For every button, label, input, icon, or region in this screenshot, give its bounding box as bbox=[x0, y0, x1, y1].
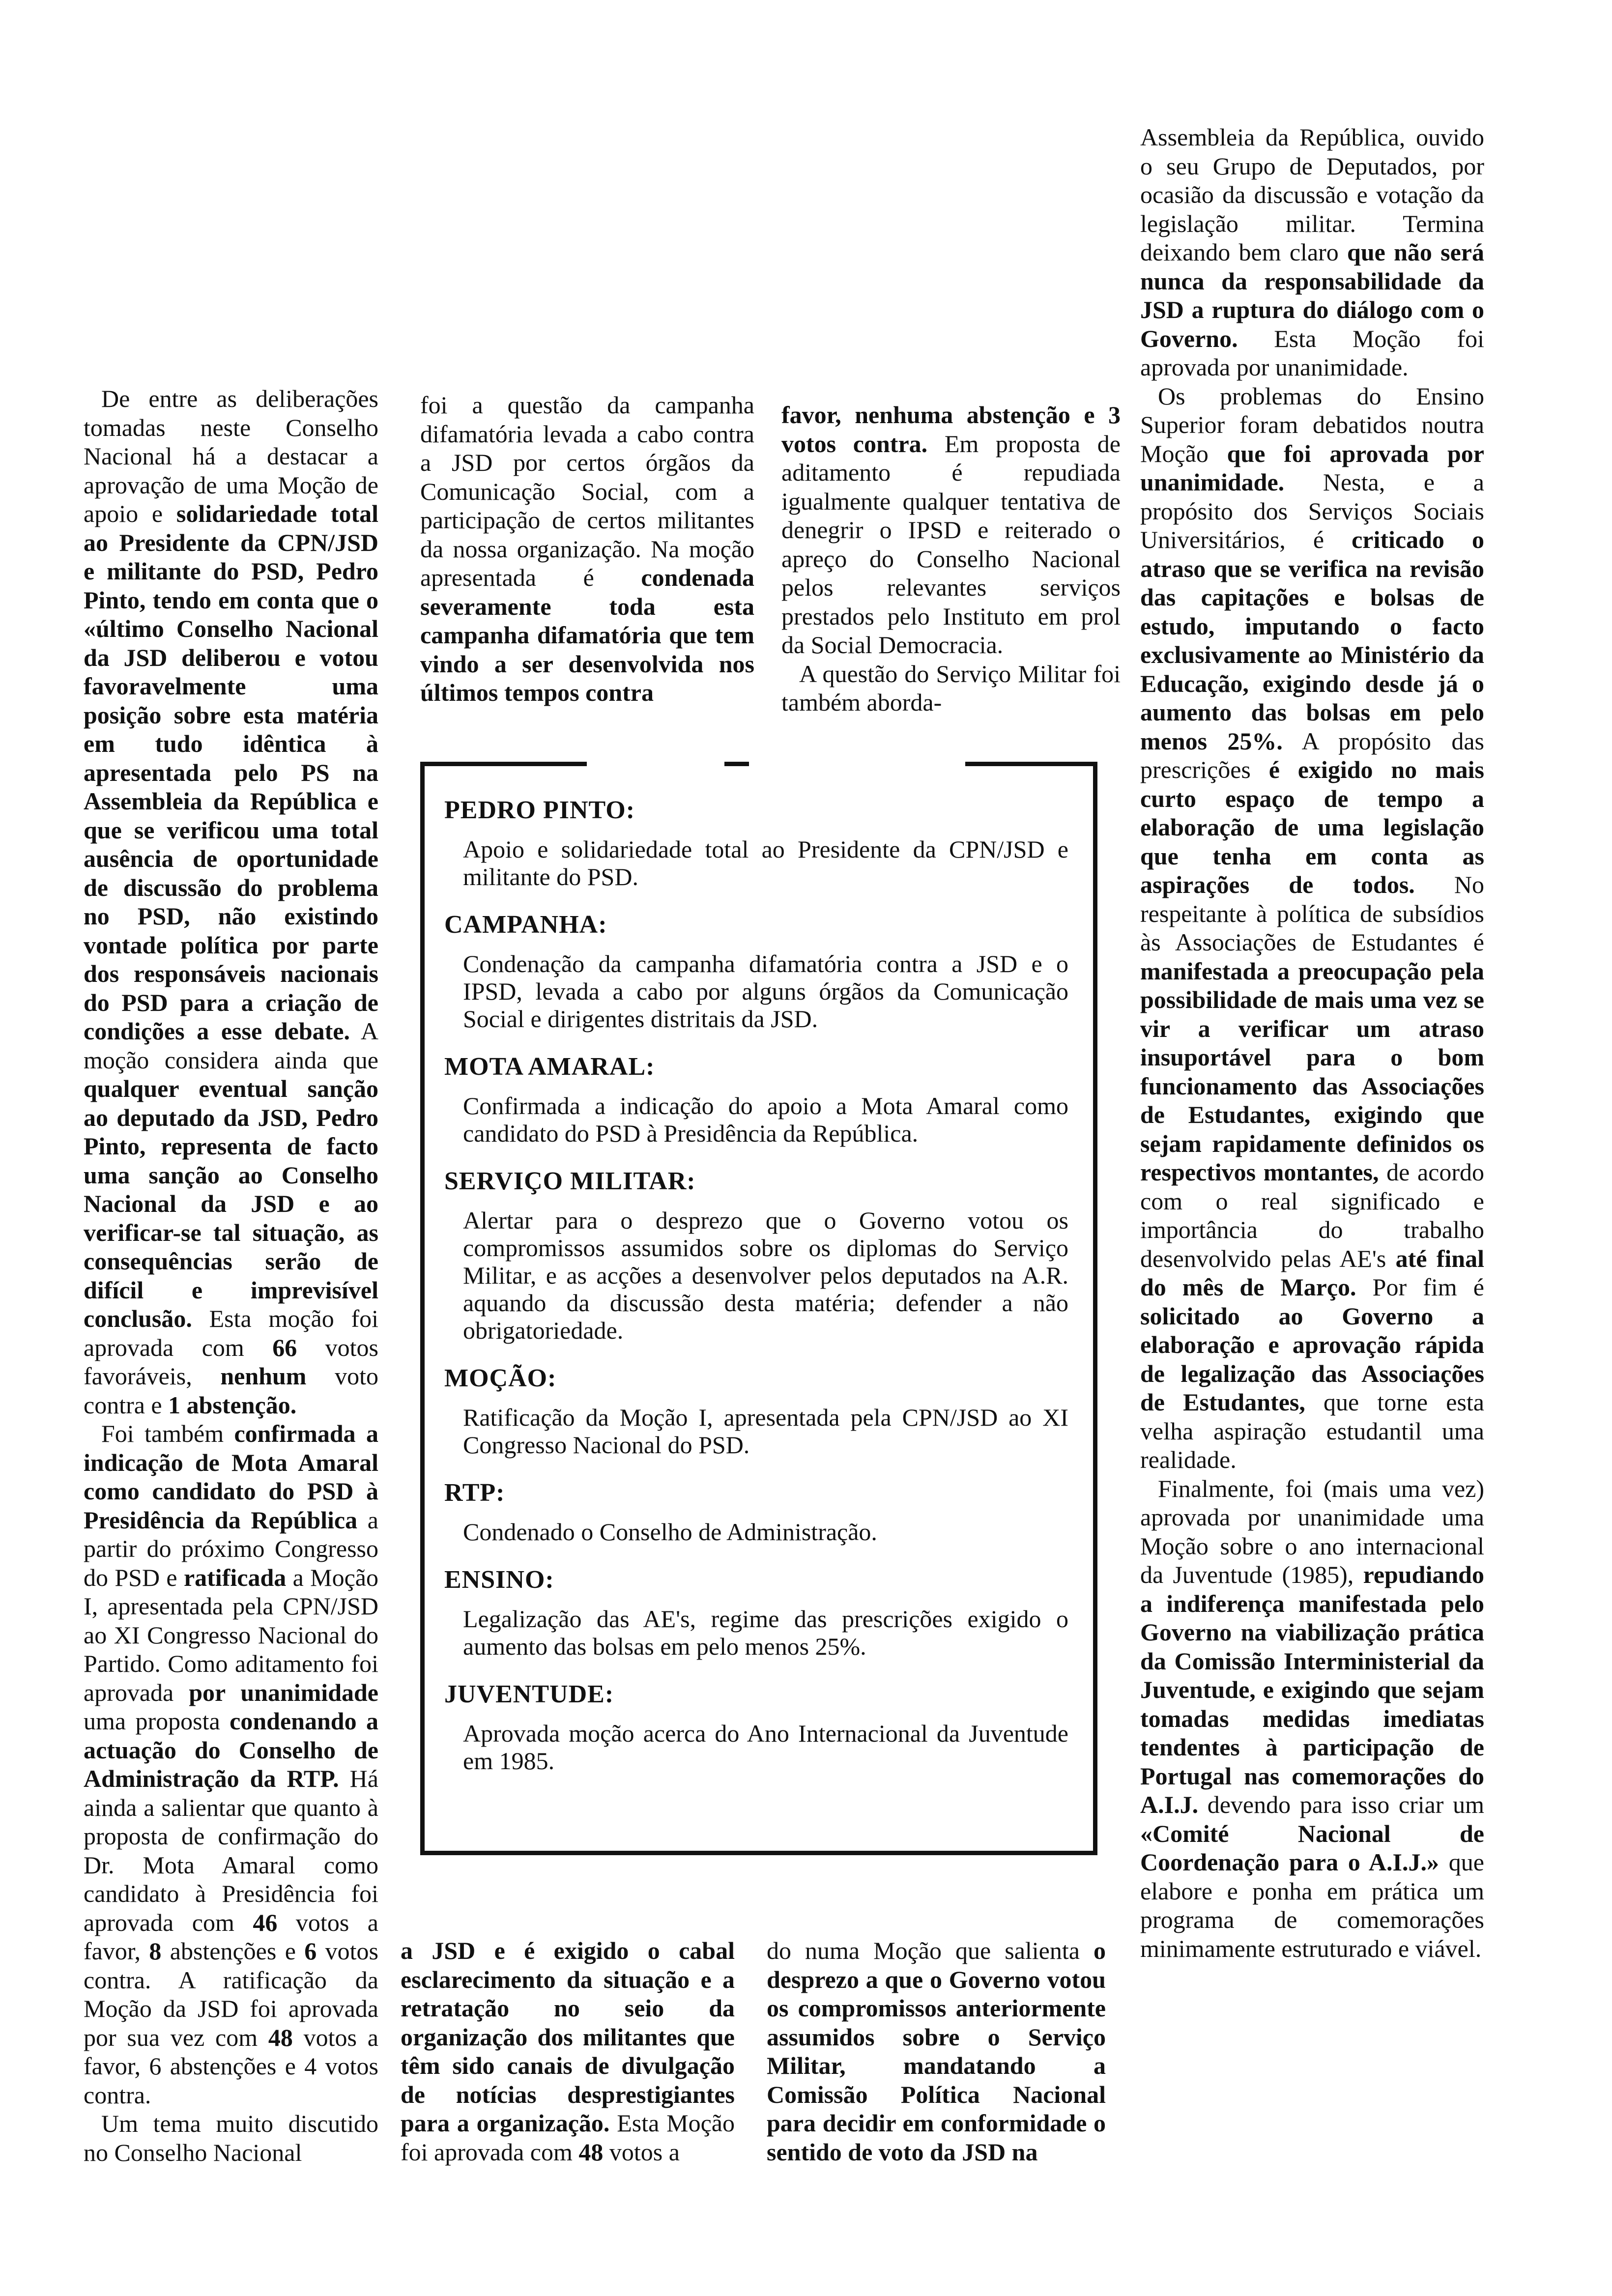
text-segment: No respeitante à política de subsídios às Associações de Estudantes é bbox=[1140, 871, 1484, 956]
box-item-juventude bbox=[444, 1680, 1068, 1775]
bold-text-segment: nenhum bbox=[220, 1362, 307, 1390]
bold-text-segment: confirmada a indicação de Mota Amaral como candidato do PSD à Presidência da República bbox=[84, 1420, 378, 1534]
bold-text-segment: 8 bbox=[149, 1937, 162, 1965]
box-text: Condenado o Conselho de Administração. bbox=[463, 1518, 877, 1546]
bold-text-segment: é exigido no mais curto espaço de tempo a elaboração de uma legislação que tenha em conta as aspirações de todos. bbox=[1140, 756, 1484, 898]
article-paragraph bbox=[767, 1936, 1106, 2166]
box-item-ensino bbox=[444, 1565, 1068, 1660]
box-heading: ENSINO: bbox=[444, 1566, 554, 1594]
box-heading: CAMPANHA: bbox=[444, 911, 607, 939]
text-segment: foi a questão da campanha difamatória levada a cabo contra a JSD por certos órgãos da Comunicação Social, com a participação de certos militantes da nossa organização. Na moção apresentada é bbox=[420, 391, 754, 591]
box-item-servico-militar bbox=[444, 1167, 1068, 1344]
text-segment: que torne esta velha aspiração estudantil uma realidade. bbox=[1140, 1388, 1484, 1473]
text-segment: Nesta, e a propósito dos Serviços Sociais Universitários, é bbox=[1140, 468, 1484, 553]
article-paragraph bbox=[1140, 382, 1484, 1474]
box-item-mocao bbox=[444, 1364, 1068, 1459]
article-paragraph bbox=[781, 401, 1121, 660]
article-paragraph bbox=[1140, 123, 1484, 382]
text-segment: A questão do Serviço Militar foi também aborda- bbox=[781, 660, 1121, 716]
text-segment: Em proposta de aditamento é repudiada igualmente qualquer tentativa de denegrir o IPSD e reiterado o apreço do Conselho Nacional pelos relevantes serviços prestados pelo Instituto em prol da Social Democracia. bbox=[781, 430, 1121, 659]
text-segment: abstenções e bbox=[161, 1937, 305, 1965]
bold-text-segment: repudiando a indiferença manifestada pelo Governo na viabilização prática da Comissão Interministerial da Juventude, e exigindo que sejam tomadas medidas imediatas tendentes à participação de Portugal nas comemorações do A.I.J. bbox=[1140, 1561, 1484, 1818]
article-column-3 bbox=[781, 401, 1121, 717]
text-segment: a Moção I, apresentada pela CPN/JSD ao XI Congresso Nacional do Partido. Como aditamento foi aprovada bbox=[84, 1563, 378, 1706]
article-paragraph bbox=[420, 391, 754, 707]
box-text: Ratificação da Moção I, apresentada pela CPN/JSD ao XI Congresso Nacional do PSD. bbox=[463, 1404, 1068, 1459]
bold-text-segment: manifestada a preocupação pela possibilidade de mais uma vez se vir a verificar um atraso insuportável para o bom funcionamento das Associações de Estudantes, exigindo que sejam rapidamente definidos os respectivos montantes, bbox=[1140, 957, 1484, 1186]
text-segment: Os problemas do Ensino Superior foram debatidos noutra Moção bbox=[1140, 382, 1484, 467]
bold-text-segment: condenando a actuação do Conselho de Administração da RTP. bbox=[84, 1707, 378, 1792]
bold-text-segment: até final do mês de Março. bbox=[1140, 1244, 1484, 1301]
text-segment: votos a favor, bbox=[84, 1908, 379, 1965]
box-text: Condenação da campanha difamatória contra a JSD e o IPSD, levada a cabo por alguns órgãos da Comunicação Social e dirigentes distritais da JSD. bbox=[463, 950, 1068, 1033]
box-item-pedro-pinto bbox=[444, 796, 1068, 890]
box-heading: JUVENTUDE: bbox=[444, 1680, 614, 1708]
text-segment: Esta Moção foi aprovada por unanimidade. bbox=[1140, 324, 1484, 381]
bold-text-segment: «Comité Nacional de Coordenação para o A.I.J.» bbox=[1140, 1819, 1484, 1876]
bold-text-segment: favor, nenhuma abstenção e 3 votos contra. bbox=[781, 401, 1121, 458]
bold-text-segment: que não será nunca da responsabilidade da JSD a ruptura do diálogo com o Governo. bbox=[1140, 238, 1484, 352]
text-segment: Finalmente, foi (mais uma vez) aprovada por unanimidade uma Moção sobre o ano internacional da Juventude (1985), bbox=[1140, 1474, 1484, 1588]
box-heading: SERVIÇO MILITAR: bbox=[444, 1167, 696, 1195]
article-column-6 bbox=[767, 1936, 1106, 2166]
text-segment: De entre as deliberações tomadas neste Conselho Nacional há a destacar a aprovação de uma Moção de apoio e bbox=[84, 385, 378, 527]
text-segment: do numa Moção que salienta bbox=[767, 1937, 1094, 1964]
article-column-2 bbox=[420, 391, 754, 707]
box-item-mota-amaral bbox=[444, 1052, 1068, 1147]
text-segment: que elabore e ponha em prática um programa de comemorações minimamente estruturado e viável. bbox=[1140, 1848, 1484, 1962]
bold-text-segment: qualquer eventual sanção ao deputado da JSD, Pedro Pinto, representa de facto uma sanção ao Conselho Nacional da JSD e ao verificar-se tal situação, as consequências serão de difícil e imprevisível conclusão. bbox=[84, 1075, 378, 1332]
article-paragraph bbox=[401, 1936, 735, 2166]
box-text: Alertar para o desprezo que o Governo votou os compromissos assumidos sobre os diplomas do Serviço Militar, e as acções a desenvolver pelos deputados na A.R. aquando da discussão desta matéria; defender a não obrigatoriedade. bbox=[463, 1206, 1068, 1344]
text-segment: Esta moção foi aprovada com bbox=[84, 1305, 378, 1361]
bold-text-segment: condenada severamente toda esta campanha difamatória que tem vindo a ser desenvolvida nos últimos tempos contra bbox=[420, 564, 754, 706]
box-text: Aprovada moção acerca do Ano Internacional da Juventude em 1985. bbox=[463, 1720, 1068, 1775]
box-item-campanha bbox=[444, 910, 1068, 1033]
article-paragraph bbox=[781, 660, 1121, 717]
text-segment: Foi também bbox=[101, 1420, 234, 1447]
box-heading: RTP: bbox=[444, 1479, 505, 1507]
text-segment: votos contra. A ratificação da Moção da JSD foi aprovada por sua vez com bbox=[84, 1937, 378, 2051]
box-text: Confirmada a indicação do apoio a Mota Amaral como candidato do PSD à Presidência da República. bbox=[463, 1092, 1068, 1147]
text-segment: votos a favor, 6 abstenções e 4 votos contra. bbox=[84, 2023, 378, 2109]
bold-text-segment: 46 bbox=[253, 1908, 278, 1936]
bold-text-segment: o desprezo a que o Governo votou os compromissos anteriormente assumidos sobre o Serviço Militar, mandatando a Comissão Política Nacional para decidir em conformidade o sentido de voto da JSD na bbox=[767, 1937, 1106, 2166]
box-border-gap-left bbox=[587, 759, 724, 770]
bold-text-segment: 6 bbox=[304, 1937, 317, 1965]
bold-text-segment: criticado o atraso que se verifica na revisão das capitações e bolsas de estudo, imputando o facto exclusivamente ao Ministério da Educação, exigindo desde já o aumento das bolsas em pelo menos 25%. bbox=[1140, 526, 1484, 755]
article-paragraph bbox=[84, 1419, 378, 2109]
text-segment: votos favoráveis, bbox=[84, 1333, 378, 1390]
bold-text-segment: 1 abstenção. bbox=[168, 1391, 297, 1419]
text-segment: A moção considera ainda que bbox=[84, 1017, 378, 1074]
bold-text-segment: 48 bbox=[578, 2138, 604, 2166]
article-column-4 bbox=[1140, 123, 1484, 1963]
bold-text-segment: por unanimidade bbox=[189, 1678, 378, 1706]
text-segment: Há ainda a salientar que quanto à proposta de confirmação do Dr. Mota Amaral como candidato à Presidência foi aprovada com bbox=[84, 1765, 378, 1936]
article-column-1 bbox=[84, 384, 378, 2167]
text-segment: votos a bbox=[603, 2138, 680, 2166]
text-segment: Esta Moção foi aprovada com bbox=[401, 2109, 735, 2166]
article-column-5 bbox=[401, 1936, 735, 2166]
text-segment: Por fim é bbox=[1356, 1273, 1484, 1301]
box-text: Apoio e solidariedade total ao Presidente da CPN/JSD e militante do PSD. bbox=[463, 835, 1068, 890]
text-segment: de acordo com o real significado e importância do trabalho desenvolvido pelas AE's bbox=[1140, 1158, 1484, 1272]
text-segment: A propósito das prescrições bbox=[1140, 727, 1484, 783]
box-heading: MOTA AMARAL: bbox=[444, 1053, 655, 1081]
text-segment: uma proposta bbox=[84, 1707, 230, 1735]
box-text: Legalização das AE's, regime das prescrições exigido o aumento das bolsas em pelo menos 25%. bbox=[463, 1605, 1068, 1660]
text-segment: devendo para isso criar um bbox=[1198, 1791, 1484, 1818]
bold-text-segment: 48 bbox=[268, 2023, 293, 2051]
bold-text-segment: ratificada bbox=[183, 1563, 287, 1591]
text-segment: Assembleia da República, ouvido o seu Grupo de Deputados, por ocasião da discussão e votação da legislação militar. Termina deixando bem claro bbox=[1140, 123, 1484, 266]
text-segment: voto contra e bbox=[84, 1362, 378, 1419]
box-item-rtp bbox=[444, 1478, 1068, 1546]
box-heading: PEDRO PINTO: bbox=[444, 796, 635, 824]
text-segment: a partir do próximo Congresso do PSD e bbox=[84, 1506, 378, 1591]
summary-box-items bbox=[444, 796, 1068, 1794]
bold-text-segment: solidariedade total ao Presidente da CPN/JSD e militante do PSD, Pedro Pinto, tendo em conta que o «último Conselho Nacional da JSD deliberou e votou favoravelmente uma posição sobre esta matéria em tudo idêntica à apresentada pelo PS na Assembleia da República e que se verificou uma total ausência de oportunidade de discussão do problema no PSD, não existindo vontade política por parte dos responsáveis nacionais do PSD para a criação de condições a esse debate. bbox=[84, 500, 378, 1045]
bold-text-segment: que foi aprovada por unanimidade. bbox=[1140, 439, 1484, 496]
bold-text-segment: a JSD e é exigido o cabal esclarecimento da situação e a retratação no seio da organização dos militantes que têm sido canais de divulgação de notícias desprestigiantes para a organização. bbox=[401, 1937, 735, 2137]
box-border-gap-right bbox=[749, 759, 965, 770]
article-paragraph bbox=[84, 2109, 378, 2167]
article-paragraph bbox=[84, 384, 378, 1419]
box-heading: MOÇÃO: bbox=[444, 1364, 557, 1392]
bold-text-segment: 66 bbox=[272, 1333, 297, 1361]
text-segment: Um tema muito discutido no Conselho Nacional bbox=[84, 2110, 378, 2166]
article-paragraph bbox=[1140, 1474, 1484, 1963]
bold-text-segment: solicitado ao Governo a elaboração e aprovação rápida de legalização das Associações de Estudantes, bbox=[1140, 1302, 1484, 1416]
summary-box bbox=[420, 762, 1097, 1855]
